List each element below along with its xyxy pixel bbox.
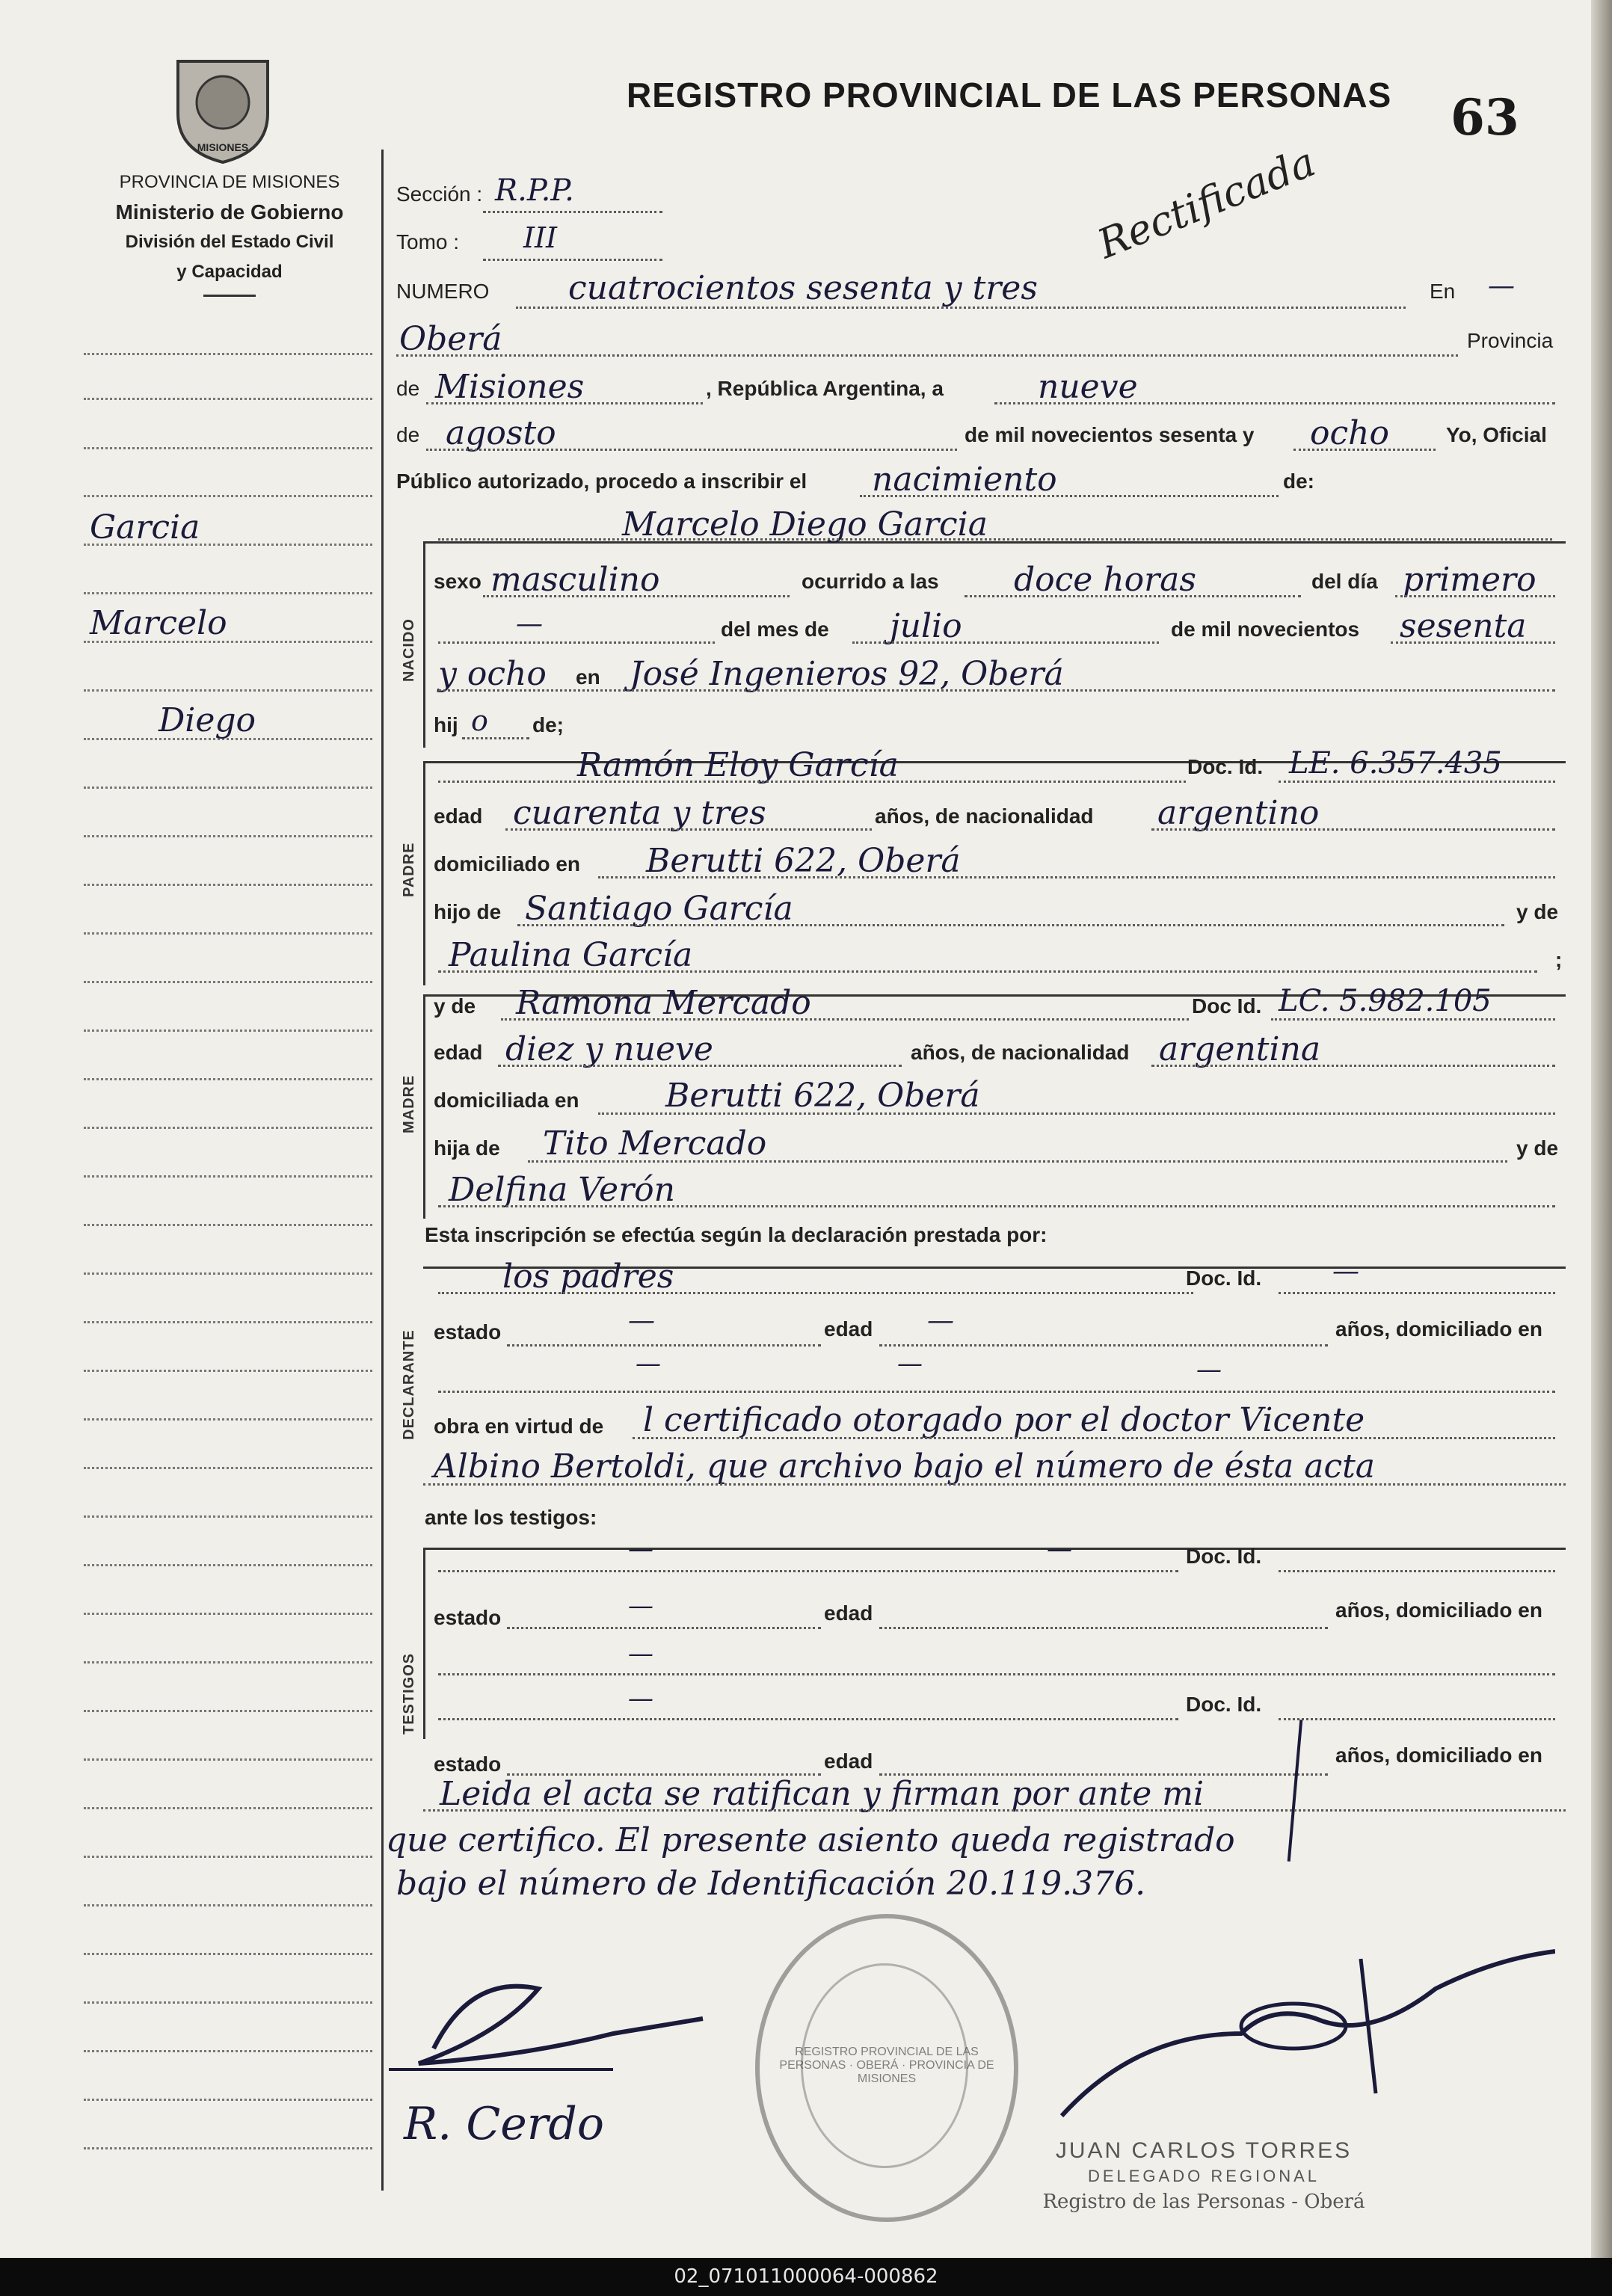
closing-line2: que certifico. El presente asiento queda registrado	[386, 1821, 1235, 1859]
padre-hijo-de-label: hijo de	[434, 900, 502, 923]
madre-doc-label: Doc Id.	[1192, 994, 1262, 1018]
madre-doc-value: LC. 5.982.105	[1279, 984, 1492, 1018]
oficial-label: Yo, Oficial	[1446, 423, 1547, 446]
signature-left-bottom: R. Cerdo	[404, 2098, 604, 2150]
en-label: En	[1430, 280, 1456, 303]
org-header	[84, 167, 375, 297]
padre-name-value: Ramón Eloy García	[577, 746, 899, 784]
padre-y-de-label: y de	[1516, 900, 1559, 923]
padre-nac-value: argentino	[1157, 794, 1320, 832]
lugar-value: José Ingenieros 92, Oberá	[630, 655, 1064, 693]
madre-edad-label: edad	[434, 1041, 483, 1064]
testigo1-dash-doc: —	[1047, 1534, 1072, 1564]
testigo1-doc-label: Doc. Id.	[1186, 1545, 1262, 1568]
declarante-dash-1: —	[636, 1349, 661, 1379]
obra-label: obra en virtud de	[434, 1415, 604, 1438]
madre-y-de-label: y de	[434, 994, 476, 1018]
mes-value: julio	[890, 607, 962, 645]
testigo2-dash-name: —	[628, 1684, 653, 1714]
nacido-dash: —	[516, 609, 543, 639]
declarante-section-label: DECLARANTE	[401, 1329, 417, 1440]
madre-name-value: Ramona Mercado	[516, 984, 811, 1022]
declarante-dash-2: —	[897, 1349, 923, 1379]
official-role: DELEGADO REGIONAL	[1087, 2167, 1320, 2185]
org-line-ministry: Ministerio de Gobierno	[115, 200, 344, 224]
day-value: nueve	[1038, 368, 1138, 406]
madre-mother-value: Delfina Verón	[449, 1171, 675, 1209]
official-block	[1024, 2138, 1383, 2215]
declarante-estado-label: estado	[434, 1320, 502, 1344]
madre-edad-value: diez y nueve	[505, 1030, 713, 1068]
testigo2-anos-label: años, domiciliado en	[1335, 1743, 1542, 1767]
de2-label: de	[396, 423, 420, 446]
provincial-seal	[170, 46, 275, 166]
tomo-value: III	[523, 221, 558, 254]
madre-y-de2-label: y de	[1516, 1136, 1559, 1160]
declarante-intro-label: Esta inscripción se efectúa según la declaración prestada por:	[425, 1223, 1048, 1246]
mil-label: de mil novecientos	[1171, 618, 1360, 641]
official-name: JUAN CARLOS TORRES	[1055, 2138, 1353, 2163]
sexo-label: sexo	[434, 570, 482, 593]
padre-edad-value: cuarenta y tres	[513, 794, 766, 832]
nacido-de-label: de;	[532, 713, 564, 736]
declarante-estado-value: —	[628, 1305, 655, 1336]
hijo-value: o	[471, 704, 488, 737]
margin-second-name: Diego	[159, 701, 256, 739]
official-office: Registro de las Personas - Oberá	[1042, 2191, 1365, 2213]
declarante-anos-label: años, domiciliado en	[1335, 1317, 1542, 1341]
padre-mother-value: Paulina García	[449, 936, 693, 974]
madre-nac-value: argentina	[1159, 1030, 1321, 1068]
publico-label: Público autorizado, procedo a inscribir el	[396, 470, 807, 493]
month-value: agosto	[446, 414, 556, 452]
seccion-label: Sección :	[396, 182, 483, 206]
rectificada-annotation: Rectificada	[1091, 138, 1322, 268]
madre-dom-label: domiciliada en	[434, 1089, 579, 1112]
testigos-section-label: TESTIGOS	[401, 1652, 417, 1735]
de-label: de	[396, 377, 420, 400]
tomo-label: Tomo :	[396, 230, 460, 253]
padre-section-label: PADRE	[401, 842, 417, 897]
provincia-label: Provincia	[1467, 329, 1554, 352]
hora-value: doce horas	[1014, 561, 1196, 599]
padre-edad-label: edad	[434, 804, 483, 828]
testigo2-doc-label: Doc. Id.	[1186, 1693, 1262, 1716]
nacido-section-label: NACIDO	[401, 618, 417, 682]
obra-line1: l certificado otorgado por el doctor Vicente	[643, 1401, 1365, 1439]
main-column-border	[381, 150, 384, 2191]
declarante-doc-value: —	[1332, 1256, 1359, 1287]
madre-nac-label: años, de nacionalidad	[911, 1041, 1130, 1064]
city-value: Oberá	[399, 320, 502, 358]
declarante-edad-value: —	[927, 1305, 954, 1336]
madre-father-value: Tito Mercado	[543, 1124, 767, 1163]
page-number: 63	[1451, 88, 1519, 147]
testigo1-dash-estado: —	[628, 1591, 653, 1621]
declarante-doc-label: Doc. Id.	[1186, 1267, 1262, 1290]
madre-dom-value: Berutti 622, Oberá	[665, 1077, 980, 1115]
svg-text:MISIONES: MISIONES	[197, 141, 249, 153]
document-title: REGISTRO PROVINCIAL DE LAS PERSONAS	[627, 76, 1392, 114]
padre-dom-label: domiciliado en	[434, 852, 581, 875]
nacido-en-label: en	[576, 665, 600, 689]
official-stamp	[755, 1914, 1018, 2222]
mes-label: del mes de	[721, 618, 829, 641]
padre-doc-value: LE. 6.357.435	[1289, 746, 1502, 781]
org-line-division: División del Estado Civil	[125, 232, 334, 252]
act-value: nacimiento	[872, 461, 1057, 499]
padre-nac-label: años, de nacionalidad	[875, 804, 1094, 828]
year1-value: sesenta	[1400, 607, 1527, 645]
sexo-value: masculino	[490, 561, 660, 599]
signature-left-top	[389, 1944, 718, 2093]
margin-first-name: Marcelo	[90, 604, 227, 642]
stamp-text: REGISTRO PROVINCIAL DE LAS PERSONAS · OBERÁ · PROVINCIA DE MISIONES	[779, 2046, 994, 2085]
testigo1-dash-dom: —	[628, 1639, 653, 1669]
declarante-name-value: los padres	[502, 1258, 674, 1296]
madre-section-label: MADRE	[401, 1074, 417, 1133]
seccion-value: R.P.P.	[495, 173, 574, 208]
en-value: —	[1488, 271, 1515, 301]
obra-line2: Albino Bertoldi, que archivo bajo el número de ésta acta	[434, 1447, 1376, 1486]
closing-line1: Leida el acta se ratifican y firman por ante mi	[440, 1775, 1205, 1813]
dia-value: primero	[1403, 561, 1536, 599]
page-edge	[1591, 0, 1612, 2296]
margin-surname: Garcia	[90, 508, 200, 547]
closing-line3: bajo el número de Identificación 20.119.376.	[396, 1865, 1146, 1903]
numero-value: cuatrocientos sesenta y tres	[568, 269, 1038, 307]
testigo2-estado-label: estado	[434, 1752, 502, 1776]
declarante-edad-label: edad	[824, 1317, 873, 1341]
padre-semicolon: ;	[1555, 948, 1563, 971]
org-line-province: PROVINCIA DE MISIONES	[119, 172, 340, 192]
ocurrido-label: ocurrido a las	[802, 570, 939, 593]
padre-doc-label: Doc. Id.	[1187, 755, 1264, 778]
dia-label: del día	[1311, 570, 1378, 593]
madre-hija-de-label: hija de	[434, 1136, 500, 1160]
testigo1-anos-label: años, domiciliado en	[1335, 1598, 1542, 1622]
hijo-label: hij	[434, 713, 458, 736]
nacido-name-value: Marcelo Diego Garcia	[622, 505, 988, 544]
testigo1-edad-label: edad	[824, 1601, 873, 1625]
testigo2-edad-label: edad	[824, 1749, 873, 1773]
signature-official	[1047, 1944, 1555, 2123]
testigo1-dash-name: —	[628, 1534, 653, 1564]
org-line-capacity: y Capacidad	[176, 262, 283, 282]
image-id-footer: 02_071011000064-000862	[0, 2258, 1612, 2296]
declarante-dash-3: —	[1196, 1355, 1222, 1385]
padre-dom-value: Berutti 622, Oberá	[646, 842, 961, 880]
year2-value: y ocho	[438, 655, 547, 693]
republica-label: , República Argentina, a	[706, 377, 944, 400]
padre-father-value: Santiago García	[525, 890, 793, 928]
testigo1-estado-label: estado	[434, 1606, 502, 1629]
year-label: de mil novecientos sesenta y	[965, 423, 1255, 446]
testigos-intro-label: ante los testigos:	[425, 1506, 597, 1529]
de3-label: de:	[1283, 470, 1314, 493]
year-value: ocho	[1310, 414, 1389, 452]
numero-label: NUMERO	[396, 280, 490, 303]
province-value: Misiones	[435, 368, 585, 406]
